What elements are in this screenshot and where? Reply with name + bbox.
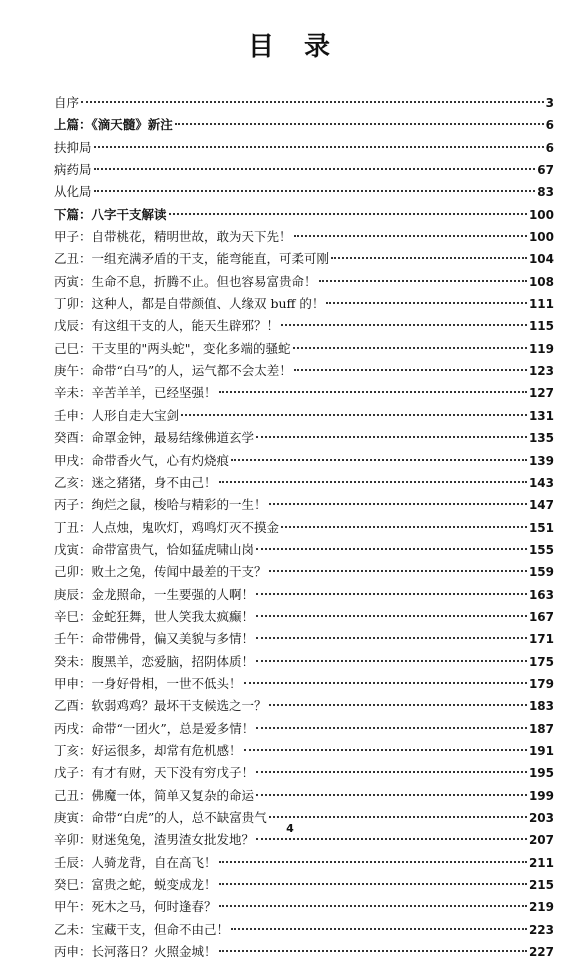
dot-leader: [294, 235, 527, 237]
toc-entry: [54, 226, 554, 248]
dot-leader: [231, 928, 527, 930]
toc-entry: [54, 919, 554, 941]
toc-entry-page: 6: [545, 140, 554, 155]
toc-entry-title: 己卯：败土之兔，传闻中最差的干支？: [54, 564, 267, 580]
toc-entry-page: 100: [528, 230, 554, 245]
toc-entry: [54, 338, 554, 360]
toc-entry-page: 227: [528, 945, 554, 960]
toc-entry-page: 203: [528, 811, 554, 825]
dot-leader: [256, 615, 527, 617]
toc-entry-title: 辛未：辛苦羊羊，已经坚强！: [54, 385, 217, 401]
toc-entry-title: 病药局: [54, 162, 92, 178]
toc-entry: [54, 271, 554, 293]
toc-entry-title: 扶抑局: [54, 139, 92, 155]
toc-entry: [54, 114, 554, 136]
toc-entry: [54, 137, 554, 159]
toc-entry-title: 乙亥：迷之猪猪，身不由己！: [54, 474, 217, 490]
toc-entry-page: 207: [528, 833, 554, 848]
toc-entry: [54, 852, 554, 874]
toc-entry-title: 丙戌：命带“一团火”，总是爱多情！: [54, 720, 255, 736]
toc-entry-title: 乙酉：软弱鸡鸡？最坏干支候选之一？: [54, 698, 267, 714]
toc-entry-title: 庚辰：金龙照命，一生要强的人啊！: [54, 586, 255, 602]
toc-entry-title: 壬午：命带佛骨，偏又美貌与多情！: [54, 631, 255, 647]
toc-entry-page: 199: [528, 788, 554, 803]
toc-entry-page: 191: [528, 743, 554, 758]
toc-entry: [54, 628, 554, 650]
toc-entry-page: 223: [528, 922, 554, 937]
toc-entry-title: 丙子：绚烂之鼠，梭哈与精彩的一生！: [54, 497, 267, 513]
toc-entry-page: 135: [528, 431, 554, 446]
dot-leader: [269, 704, 527, 706]
toc-entry-title: 甲子：自带桃花，精明世故，敢为天下先！: [54, 229, 292, 245]
dot-leader: [256, 548, 527, 550]
toc-entry-page: 143: [528, 475, 554, 490]
dot-leader: [231, 459, 527, 461]
toc-entry-title: 甲戌：命带香火气，心有灼烧痕: [54, 452, 230, 468]
toc-entry-page: 155: [528, 542, 554, 557]
toc-entry-page: 147: [528, 498, 554, 513]
dot-leader: [256, 838, 527, 840]
dot-leader: [219, 391, 527, 393]
toc-entry-page: 131: [528, 408, 554, 423]
toc-entry: [54, 606, 554, 628]
toc-entry-title: 癸巳：富贵之蛇，蜕变成龙！: [54, 877, 217, 893]
toc-entry-page: 175: [528, 654, 554, 669]
toc-entry-title: 上篇：《滴天髓》新注: [54, 117, 173, 133]
dot-leader: [256, 593, 527, 595]
toc-entry: [54, 896, 554, 918]
toc-entry-title: 下篇：八字干支解读: [54, 206, 167, 222]
dot-leader: [244, 682, 527, 684]
dot-leader: [219, 905, 527, 907]
toc-entry-page: 123: [528, 364, 554, 379]
toc-entry-page: 6: [545, 118, 554, 133]
dot-leader: [81, 101, 544, 103]
toc-entry-page: 211: [528, 855, 554, 870]
dot-leader: [294, 369, 527, 371]
dot-leader: [281, 324, 527, 326]
dot-leader: [219, 861, 527, 863]
toc-entry-page: 163: [528, 587, 554, 602]
toc-entry: [54, 248, 554, 270]
toc-entry-title: 丙寅：生命不息，折腾不止。但也容易富贵命！: [54, 273, 317, 289]
page-number: 4: [286, 822, 294, 835]
dot-leader: [244, 749, 527, 751]
toc-entry-title: 己丑：佛魔一体，简单又复杂的命运: [54, 787, 255, 803]
dot-leader: [219, 950, 527, 952]
dot-leader: [94, 168, 536, 170]
dot-leader: [269, 503, 527, 505]
dot-leader: [219, 481, 527, 483]
toc-entry-title: 甲午：死木之马，何时逢春？: [54, 899, 217, 915]
toc-entry: [54, 92, 554, 114]
toc-entry-page: 183: [528, 699, 554, 714]
toc-entry-page: 179: [528, 676, 554, 691]
dot-leader: [256, 637, 527, 639]
toc-entry-page: 167: [528, 609, 554, 624]
dot-leader: [169, 213, 527, 215]
dot-leader: [94, 146, 544, 148]
toc-entry-title: 己巳：干支里的"两头蛇"，变化多端的骚蛇: [54, 340, 291, 356]
toc-entry: [54, 762, 554, 784]
toc-entry: [54, 785, 554, 807]
toc-entry-page: 219: [528, 900, 554, 915]
toc-entry: [54, 405, 554, 427]
toc-entry: [54, 494, 554, 516]
toc-entry: [54, 941, 554, 963]
dot-leader: [94, 190, 536, 192]
toc-entry: [54, 718, 554, 740]
toc-entry-title: 癸未：腹黑羊，恋爱脑，招阴体质！: [54, 653, 255, 669]
toc-entry-page: 195: [528, 766, 554, 781]
toc-entry: [54, 159, 554, 181]
toc-entry-page: 187: [528, 721, 554, 736]
dot-leader: [181, 414, 527, 416]
dot-leader: [269, 570, 527, 572]
toc-entry: [54, 450, 554, 472]
dot-leader: [175, 123, 544, 125]
toc-entry-page: 3: [545, 96, 554, 110]
toc-entry-page: 111: [528, 297, 554, 312]
toc-entry-page: 127: [528, 386, 554, 401]
toc-entry-page: 139: [528, 453, 554, 468]
dot-leader: [256, 436, 527, 438]
toc-entry: [54, 472, 554, 494]
toc-entry-title: 庚午：命带“白马”的人，运气都不会太差！: [54, 363, 292, 379]
toc-entry-title: 壬申：人形自走大宝剑: [54, 407, 180, 423]
toc-entry-title: 乙未：宝藏干支，但命不由己！: [54, 921, 230, 937]
toc-entry-title: 丁亥：好运很多，却常有危机感！: [54, 742, 242, 758]
toc-entry-title: 壬辰：人骑龙背，自在高飞！: [54, 854, 217, 870]
toc-entry-page: 100: [528, 207, 554, 222]
toc-entry: [54, 382, 554, 404]
dot-leader: [319, 280, 527, 282]
toc-entry-page: 67: [537, 163, 554, 178]
toc-entry: [54, 539, 554, 561]
toc-entry: [54, 740, 554, 762]
dot-leader: [269, 816, 527, 818]
dot-leader: [256, 794, 527, 796]
toc-entry-page: 151: [528, 520, 554, 535]
dot-leader: [326, 302, 527, 304]
toc-entry-title: 自序: [54, 95, 80, 110]
toc-entry-title: 丁卯：这种人，都是自带颜值、人缘双 buff 的！: [54, 296, 325, 312]
toc-entry-page: 119: [528, 341, 554, 356]
toc-entry: [54, 584, 554, 606]
toc-entry-title: 癸酉：命罩金钟，最易结缘佛道玄学: [54, 430, 255, 446]
toc-entry: [54, 181, 554, 203]
toc-entry: [54, 204, 554, 226]
toc-entry-title: 戊子：有才有财，天下没有穷戊子！: [54, 765, 255, 781]
toc-entry-title: 丙申：长河落日？火照金城！: [54, 944, 217, 960]
toc-entry-page: 83: [537, 185, 554, 200]
toc-entry-title: 乙丑：一组充满矛盾的干支，能弯能直，可柔可刚: [54, 251, 330, 267]
toc-entry-page: 115: [528, 319, 554, 334]
toc-entry-title: 戊寅：命带富贵气，恰如猛虎啸山岗: [54, 541, 255, 557]
toc-entry-title: 从化局: [54, 184, 92, 200]
toc-entry-title: 甲申：一身好骨相，一世不低头！: [54, 675, 242, 691]
toc-entry: [54, 360, 554, 382]
toc-entry: [54, 517, 554, 539]
toc-entry-title: 戊辰：有这组干支的人，能天生辟邪？！: [54, 318, 280, 334]
toc-entry-title: 丁丑：人点烛，鬼吹灯，鸡鸣灯灭不摸金: [54, 519, 280, 535]
page-title: 目 录: [247, 32, 332, 62]
dot-leader: [293, 347, 527, 349]
toc-entry: [54, 293, 554, 315]
toc-entry: [54, 315, 554, 337]
toc-entry-title: 辛巳：金蛇狂舞，世人笑我太疯癫！: [54, 608, 255, 624]
toc-entry-title: 庚寅：命带“白虎”的人，总不缺富贵气: [54, 810, 267, 825]
toc-entry: [54, 427, 554, 449]
toc-entry-page: 159: [528, 565, 554, 580]
toc-entry-page: 215: [528, 878, 554, 893]
toc-entry: [54, 874, 554, 896]
toc-entry: [54, 651, 554, 673]
toc-entry: [54, 561, 554, 583]
toc-entry-title: 辛卯：财迷兔兔，渣男渣女批发地？: [54, 832, 255, 848]
toc-entry-page: 171: [528, 632, 554, 647]
toc-entry-page: 108: [528, 274, 554, 289]
toc-entry: [54, 673, 554, 695]
dot-leader: [256, 771, 527, 773]
dot-leader: [256, 660, 527, 662]
dot-leader: [219, 883, 527, 885]
dot-leader: [256, 727, 527, 729]
dot-leader: [281, 526, 527, 528]
dot-leader: [331, 257, 527, 259]
toc-entry-page: 104: [528, 252, 554, 267]
toc-entry: [54, 695, 554, 717]
